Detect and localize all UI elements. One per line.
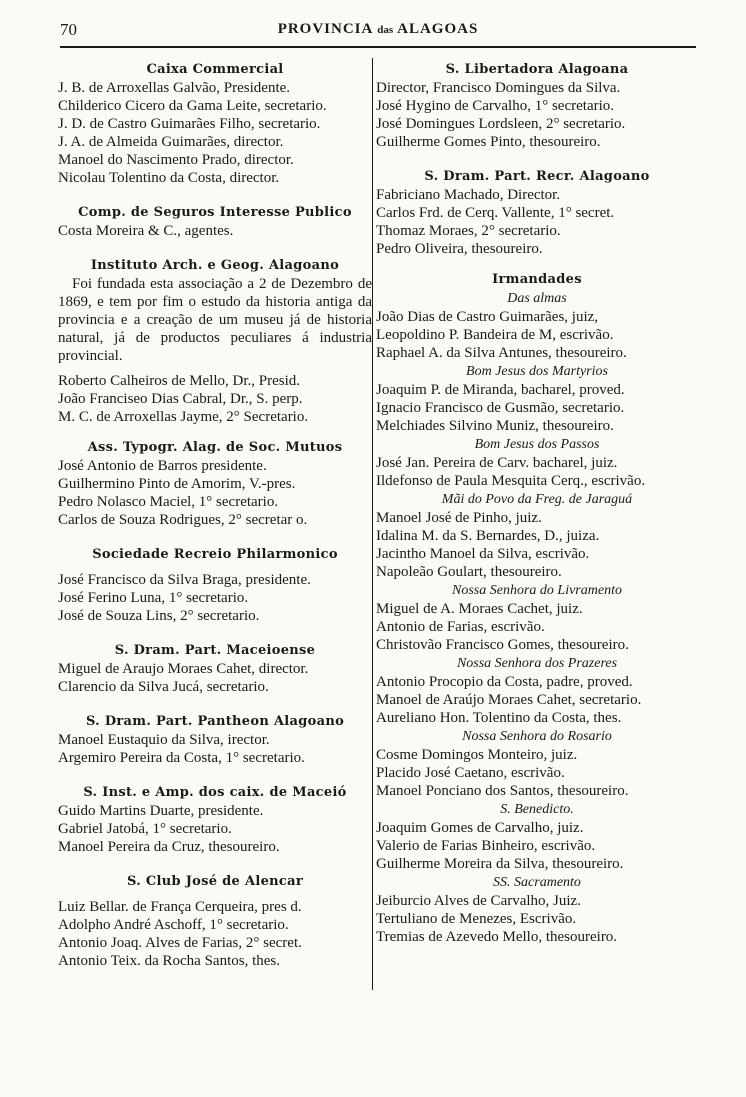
subsection-title: Nossa Senhora do Livramento bbox=[452, 583, 622, 598]
entry-line: Jacintho Manoel da Silva, escrivão. bbox=[376, 546, 590, 562]
section-title: S. Dram. Part. Maceioense bbox=[114, 643, 316, 658]
section-title: Comp. de Seguros Interesse Publico bbox=[78, 205, 352, 220]
title-right: ALAGOAS bbox=[397, 21, 479, 37]
title-left: PROVINCIA bbox=[277, 21, 373, 37]
entry-line: Manoel do Nascimento Prado, director. bbox=[58, 152, 294, 168]
entry-line: Argemiro Pereira da Costa, 1° secretario. bbox=[58, 750, 305, 766]
entry-line: J. B. de Arroxellas Galvão, Presidente. bbox=[58, 80, 291, 96]
entry-line: Antonio Procopio da Costa, padre, proved. bbox=[376, 674, 633, 690]
section-recreio-philarmonico bbox=[58, 545, 372, 625]
page-number: 70 bbox=[60, 20, 77, 39]
entry-line: Joaquim P. de Miranda, bacharel, proved. bbox=[376, 382, 625, 398]
entry-line: Christovão Francisco Gomes, thesoureiro. bbox=[376, 637, 629, 653]
entry-line: Joaquim Gomes de Carvalho, juiz. bbox=[376, 820, 584, 836]
entry-line: Clarencio da Silva Jucá, secretario. bbox=[58, 679, 269, 695]
entry-line: Guilherme Moreira da Silva, thesoureiro. bbox=[376, 856, 624, 872]
section-title: S. Club José de Alencar bbox=[127, 874, 303, 889]
entry-line: Tremias de Azevedo Mello, thesoureiro. bbox=[376, 929, 618, 945]
instituto-paragraph: Foi fundada esta associação a 2 de Dezembro de 1869, e tem por fim o estudo da historia antiga da provincia e a creação de um museu já de historia natural, já de productos peculiares á industria provincial. bbox=[58, 276, 372, 364]
subsection-title: Mãi do Povo da Freg. de Jaraguá bbox=[441, 492, 633, 507]
entry-line: Carlos de Souza Rodrigues, 2° secretar o. bbox=[58, 512, 308, 528]
section-title: Instituto Arch. e Geog. Alagoano bbox=[90, 258, 340, 273]
page-title bbox=[60, 21, 696, 38]
section-inst-amp bbox=[58, 783, 372, 856]
left-column bbox=[58, 60, 372, 970]
section-title: Caixa Commercial bbox=[146, 62, 284, 77]
entry-line: J. D. de Castro Guimarães Filho, secretario. bbox=[58, 116, 321, 132]
entry-line: Pedro Oliveira, thesoureiro. bbox=[376, 241, 543, 257]
entry-line: Napoleão Goulart, thesoureiro. bbox=[376, 564, 562, 580]
entry-line: Gabriel Jatobá, 1° secretario. bbox=[58, 821, 232, 837]
entry-line: Carlos Frd. de Cerq. Vallente, 1° secret. bbox=[376, 205, 615, 221]
entry-line: José Hygino de Carvalho, 1° secretario. bbox=[376, 98, 615, 114]
entry-line: Nicolau Tolentino da Costa, director. bbox=[58, 170, 280, 186]
entry-line: Manoel Eustaquio da Silva, irector. bbox=[58, 732, 270, 748]
entry-line: Placido José Caetano, escrivão. bbox=[376, 765, 565, 781]
section-club-alencar bbox=[58, 872, 372, 970]
entry-line: João Dias de Castro Guimarães, juiz, bbox=[376, 309, 599, 325]
entry-line: J. A. de Almeida Guimarães, director. bbox=[58, 134, 284, 150]
entry-line: Luiz Bellar. de França Cerqueira, pres d. bbox=[58, 899, 302, 915]
subsection-title: Bom Jesus dos Passos bbox=[474, 437, 600, 452]
entry-line: Manoel José de Pinho, juiz. bbox=[376, 510, 542, 526]
entry-line: Jeiburcio Alves de Carvalho, Juiz. bbox=[376, 893, 581, 909]
column-divider bbox=[372, 58, 373, 990]
entry-line: Antonio Joaq. Alves de Farias, 2° secret. bbox=[58, 935, 302, 951]
entry-line: Antonio Teix. da Rocha Santos, thes. bbox=[58, 953, 280, 969]
entry-line: Pedro Nolasco Maciel, 1° secretario. bbox=[58, 494, 279, 510]
section-pantheon bbox=[58, 712, 372, 767]
entry-line: José Francisco da Silva Braga, presidente. bbox=[58, 572, 311, 588]
entry-line: Fabriciano Machado, Director. bbox=[376, 187, 561, 203]
title-mid: das bbox=[377, 24, 394, 36]
entry-line: Leopoldino P. Bandeira de M, escrivão. bbox=[376, 327, 614, 343]
entry-line: Miguel de A. Moraes Cachet, juiz. bbox=[376, 601, 583, 617]
subsection-title: Nossa Senhora do Rosario bbox=[462, 729, 612, 744]
section-libertadora bbox=[376, 60, 698, 151]
section-caixa-commercial bbox=[58, 60, 372, 187]
entry-line: Director, Francisco Domingues da Silva. bbox=[376, 80, 621, 96]
entry-line: Roberto Calheiros de Mello, Dr., Presid. bbox=[58, 373, 301, 389]
entry-line: Miguel de Araujo Moraes Cahet, director. bbox=[58, 661, 309, 677]
section-ass-typogr bbox=[58, 438, 372, 529]
entry-line: M. C. de Arroxellas Jayme, 2° Secretario. bbox=[58, 409, 309, 425]
entry-line: Manoel Ponciano dos Santos, thesoureiro. bbox=[376, 783, 629, 799]
section-recr-alagoano bbox=[376, 167, 698, 258]
entry-line: Ildefonso de Paula Mesquita Cerq., escrivão. bbox=[376, 473, 646, 489]
section-title: Ass. Typogr. Alag. de Soc. Mutuos bbox=[87, 440, 343, 455]
right-column bbox=[376, 60, 698, 946]
entry-line: Costa Moreira & C., agentes. bbox=[58, 223, 234, 239]
subsection-title: Das almas bbox=[507, 291, 567, 306]
section-title: S. Dram. Part. Recr. Alagoano bbox=[424, 169, 650, 184]
section-title: S. Inst. e Amp. dos caix. de Maceió bbox=[83, 785, 347, 800]
entry-line: Guilhermino Pinto de Amorim, V.-pres. bbox=[58, 476, 296, 492]
entry-line: Manoel de Araújo Moraes Cahet, secretario. bbox=[376, 692, 642, 708]
entry-line: Tertuliano de Menezes, Escrivão. bbox=[376, 911, 577, 927]
section-title: S. Dram. Part. Pantheon Alagoano bbox=[85, 714, 345, 729]
entry-line: João Franciseo Dias Cabral, Dr., S. perp. bbox=[58, 391, 303, 407]
entry-line: Ignacio Francisco de Gusmão, secretario. bbox=[376, 400, 625, 416]
entry-line: Guido Martins Duarte, presidente. bbox=[58, 803, 264, 819]
entry-line: Manoel Pereira da Cruz, thesoureiro. bbox=[58, 839, 280, 855]
entry-line: Cosme Domingos Monteiro, juiz. bbox=[376, 747, 578, 763]
entry-line: Melchiades Silvino Muniz, thesoureiro. bbox=[376, 418, 614, 434]
page-header bbox=[60, 18, 696, 48]
entry-line: José de Souza Lins, 2° secretario. bbox=[58, 608, 260, 624]
entry-line: José Domingues Lordsleen, 2° secretario. bbox=[376, 116, 626, 132]
entry-line: José Antonio de Barros presidente. bbox=[58, 458, 267, 474]
section-instituto bbox=[58, 256, 372, 426]
entry-line: Guilherme Gomes Pinto, thesoureiro. bbox=[376, 134, 601, 150]
entry-line: Idalina M. da S. Bernardes, D., juiza. bbox=[376, 528, 600, 544]
subsection-title: Bom Jesus dos Martyrios bbox=[466, 364, 608, 379]
section-title: S. Libertadora Alagoana bbox=[445, 62, 629, 77]
entry-line: José Jan. Pereira de Carv. bacharel, juiz. bbox=[376, 455, 618, 471]
entry-line: Childerico Cicero da Gama Leite, secretario. bbox=[58, 98, 327, 114]
section-irmandades bbox=[376, 270, 698, 946]
subsection-title: S. Benedicto. bbox=[500, 802, 574, 817]
entry-line: Thomaz Moraes, 2° secretario. bbox=[376, 223, 561, 239]
entry-line: Aureliano Hon. Tolentino da Costa, thes. bbox=[376, 710, 622, 726]
entry-line: Antonio de Farias, escrivão. bbox=[376, 619, 545, 635]
subsection-title: Nossa Senhora dos Prazeres bbox=[456, 656, 618, 671]
entry-line: Adolpho André Aschoff, 1° secretario. bbox=[58, 917, 289, 933]
section-title: Sociedade Recreio Philarmonico bbox=[92, 547, 338, 562]
section-title: Irmandades bbox=[492, 272, 582, 287]
section-maceioense bbox=[58, 641, 372, 696]
entry-line: Raphael A. da Silva Antunes, thesoureiro. bbox=[376, 345, 627, 361]
entry-line: Valerio de Farias Binheiro, escrivão. bbox=[376, 838, 596, 854]
entry-line: José Ferino Luna, 1° secretario. bbox=[58, 590, 249, 606]
section-comp-seguros bbox=[58, 203, 372, 240]
subsection-title: SS. Sacramento bbox=[493, 875, 581, 890]
